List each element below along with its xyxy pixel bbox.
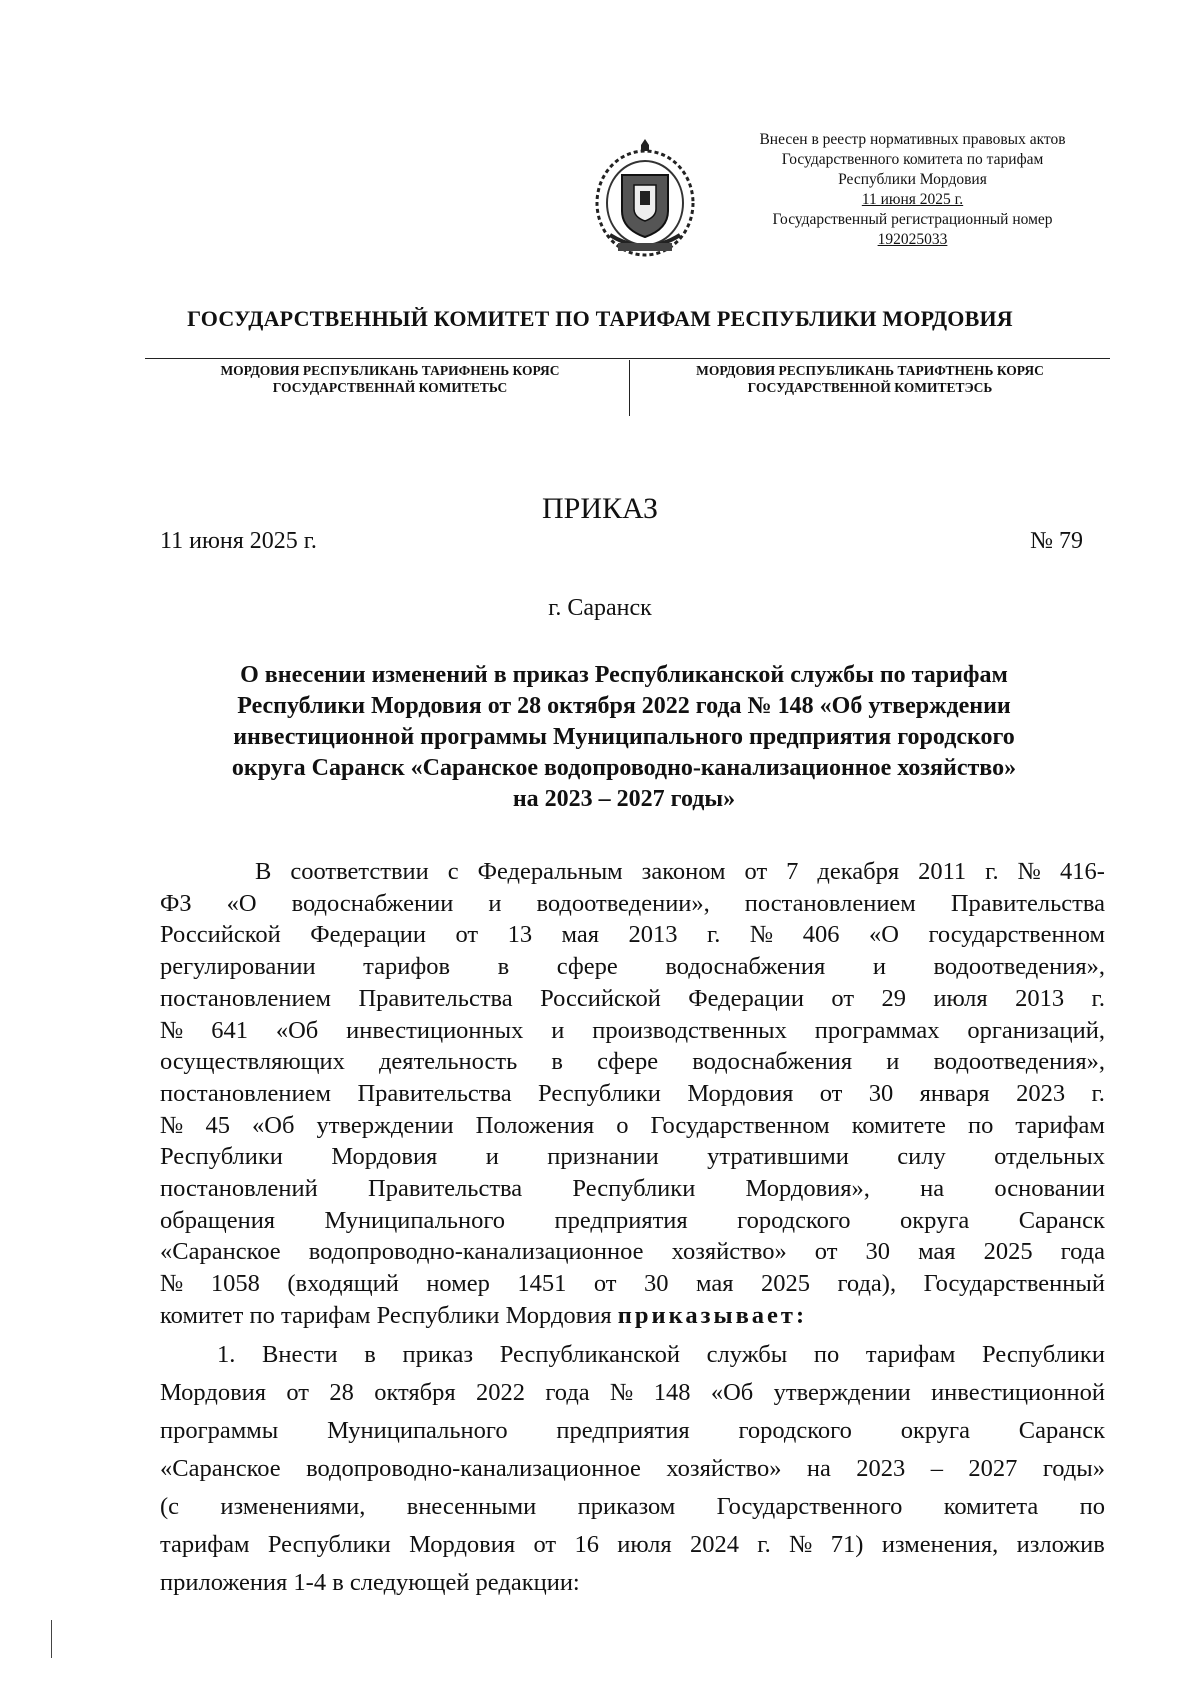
registry-line: Государственного комитета по тарифам	[781, 151, 1044, 168]
registry-date: 11 июня 2025 г.	[861, 191, 964, 208]
scan-margin-mark	[51, 1620, 52, 1658]
order-date: 11 июня 2025 г.	[160, 528, 317, 554]
body-line: Российской Федерации от 13 мая 2013 г. № 406 «О государственном	[160, 921, 1105, 949]
body-line: регулировании тарифов в сфере водоснабжения и водоотведения»,	[160, 953, 1105, 981]
header-column-divider	[629, 360, 630, 416]
body-line: осуществляющих деятельность в сфере водоснабжения и водоотведения»,	[160, 1048, 1105, 1076]
subject-line: на 2023 – 2027 годы»	[512, 786, 736, 812]
order-city: г. Саранск	[548, 595, 652, 621]
body-line: тарифам Республики Мордовия от 16 июля 2024 г. № 71) изменения, изложив	[160, 1531, 1105, 1558]
body-line: «Саранское водопроводно-канализационное хозяйство» от 30 мая 2025 года	[160, 1238, 1105, 1266]
body-line: постановлением Правительства Республики Мордовия от 30 января 2023 г.	[160, 1079, 1105, 1107]
coat-of-arms-icon	[590, 135, 700, 260]
body-line: постановлений Правительства Республики Мордовия», на основании	[160, 1175, 1105, 1203]
committee-name-line: МОРДОВИЯ РЕСПУБЛИКАНЬ ТАРИФТНЕНЬ КОРЯС	[696, 363, 1044, 378]
committee-name-line: ГОСУДАРСТВЕННАЙ КОМИТЕТЬС	[272, 380, 508, 395]
committee-title: ГОСУДАРСТВЕННЫЙ КОМИТЕТ ПО ТАРИФАМ РЕСПУБЛИКИ МОРДОВИЯ	[187, 306, 1013, 331]
order-verb: приказывает:	[617, 1301, 808, 1329]
registry-stamp	[710, 130, 1115, 250]
body-line: обращения Муниципального предприятия городского округа Саранск	[160, 1206, 1105, 1234]
registry-line: Республики Мордовия	[838, 171, 987, 188]
body-line: Мордовия от 28 октября 2022 года № 148 «Об утверждении инвестиционной	[160, 1379, 1105, 1406]
subject-line: округа Саранск «Саранское водопроводно-канализационное хозяйство»	[231, 755, 1017, 781]
committee-name-line: ГОСУДАРСТВЕННОЙ КОМИТЕТЭСЬ	[747, 380, 993, 395]
registry-number: 192025033	[877, 231, 948, 248]
body-line: В соответствии с Федеральным законом от 7 декабря 2011 г. № 416-	[255, 858, 1105, 885]
order-subject	[160, 660, 1088, 815]
body-line	[160, 1300, 1105, 1332]
committee-name-erzya	[640, 362, 1100, 396]
body-line: программы Муниципального предприятия городского округа Саранск	[160, 1417, 1105, 1444]
header-divider	[145, 358, 1110, 359]
order-title: ПРИКАЗ	[542, 492, 658, 525]
subject-line: инвестиционной программы Муниципального предприятия городского	[233, 724, 1015, 750]
subject-line: О внесении изменений в приказ Республиканской службы по тарифам	[240, 662, 1008, 688]
clause-1-paragraph	[160, 1336, 1105, 1602]
registry-line: Внесен в реестр нормативных правовых актов	[759, 131, 1066, 148]
body-line: (с изменениями, внесенными приказом Государственного комитета по	[160, 1493, 1105, 1520]
preamble-paragraph	[160, 856, 1105, 1332]
subject-line: Республики Мордовия от 28 октября 2022 года № 148 «Об утверждении	[237, 693, 1011, 719]
body-line: № 1058 (входящий номер 1451 от 30 мая 2025 года), Государственный	[160, 1270, 1105, 1298]
body-line: «Саранское водопроводно-канализационное хозяйство» на 2023 – 2027 годы»	[160, 1455, 1105, 1482]
committee-name-line: МОРДОВИЯ РЕСПУБЛИКАНЬ ТАРИФНЕНЬ КОРЯС	[220, 363, 560, 378]
body-line: № 45 «Об утверждении Положения о Государственном комитете по тарифам	[160, 1111, 1105, 1139]
order-number: № 79	[1030, 528, 1083, 554]
body-line: № 641 «Об инвестиционных и производственных программах организаций,	[160, 1016, 1105, 1044]
body-line: постановлением Правительства Российской Федерации от 29 июля 2013 г.	[160, 984, 1105, 1012]
body-text: комитет по тарифам Республики Мордовия	[160, 1301, 612, 1329]
body-line: ФЗ «О водоснабжении и водоотведении», постановлением Правительства	[160, 889, 1105, 917]
committee-name-moksha	[165, 362, 615, 396]
registry-line: Государственный регистрационный номер	[772, 211, 1053, 228]
body-line: приложения 1-4 в следующей редакции:	[160, 1569, 580, 1596]
body-line: Республики Мордовия и признании утратившими силу отдельных	[160, 1143, 1105, 1171]
body-line: 1. Внести в приказ Республиканской службы по тарифам Республики	[217, 1341, 1105, 1368]
